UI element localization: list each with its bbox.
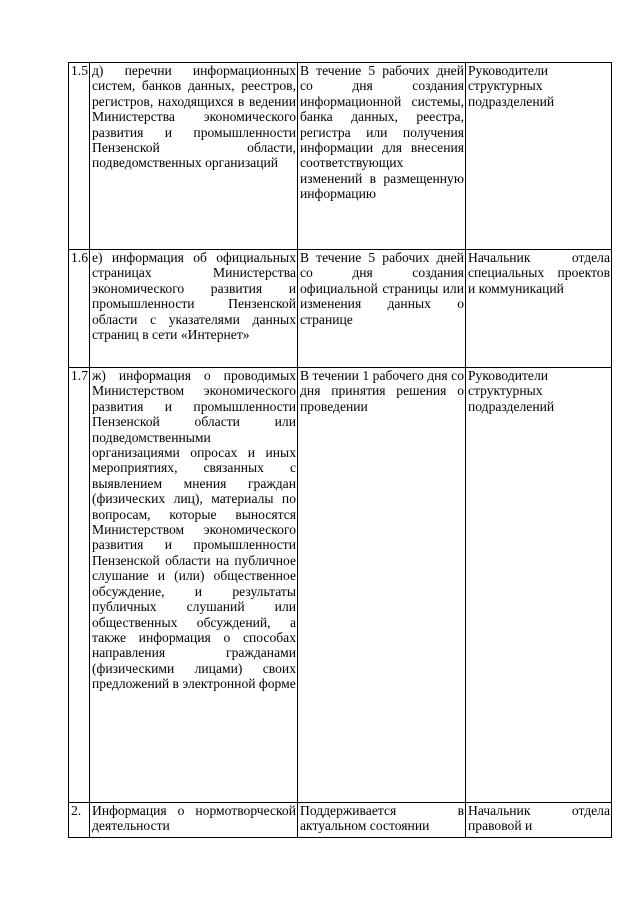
row-number: 1.6: [69, 250, 90, 368]
row-number: 2.: [69, 803, 90, 838]
table-row: [69, 63, 612, 250]
information-cell: е) информация об официальных страницах Министерства экономического развития и промышленности Пензенской области с указателями данных страниц в сети «Интернет»: [90, 250, 298, 368]
table-row: [69, 368, 612, 803]
responsible-cell: Руководители структурных подразделений: [466, 63, 612, 250]
responsible-cell: Начальник отдела специальных проектов и коммуникаций: [466, 250, 612, 368]
row-number: 1.5: [69, 63, 90, 250]
row-number: 1.7: [69, 368, 90, 803]
responsible-cell: Начальник отдела правовой и: [466, 803, 612, 838]
term-cell: Поддерживается в актуальном состоянии: [298, 803, 466, 838]
information-cell: д) перечни информационных систем, банков данных, реестров, регистров, находящихся в ведении Министерства экономического развития и промышленности Пензенской области, подведомственных организаций: [90, 63, 298, 250]
information-disclosure-table: [68, 62, 612, 838]
table-row: [69, 250, 612, 368]
term-cell: В течение 5 рабочих дней со дня создания официальной страницы или изменения данных о странице: [298, 250, 466, 368]
term-cell: В течении 1 рабочего дня со дня принятия решения о проведении: [298, 368, 466, 803]
information-cell: ж) информация о проводимых Министерством экономического развития и промышленности Пензенской области или подведомственными организациями опросах и иных мероприятиях, связанных с выявлением мнения граждан (физических лиц), материалы по вопросам, которые выносятся Министерством экономического развития и промышленности Пензенской области на публичное слушание и (или) общественное обсуждение, и результаты публичных слушаний или общественных обсуждений, а также информация о способах направления гражданами (физическими лицами) своих предложений в электронной форме: [90, 368, 298, 803]
table-row: [69, 803, 612, 838]
term-cell: В течение 5 рабочих дней со дня создания информационной системы, банка данных, реестра, регистра или получения информации для внесения соответствующих изменений в размещенную информацию: [298, 63, 466, 250]
information-cell: Информация о нормотворческой деятельности: [90, 803, 298, 838]
responsible-cell: Руководители структурных подразделений: [466, 368, 612, 803]
